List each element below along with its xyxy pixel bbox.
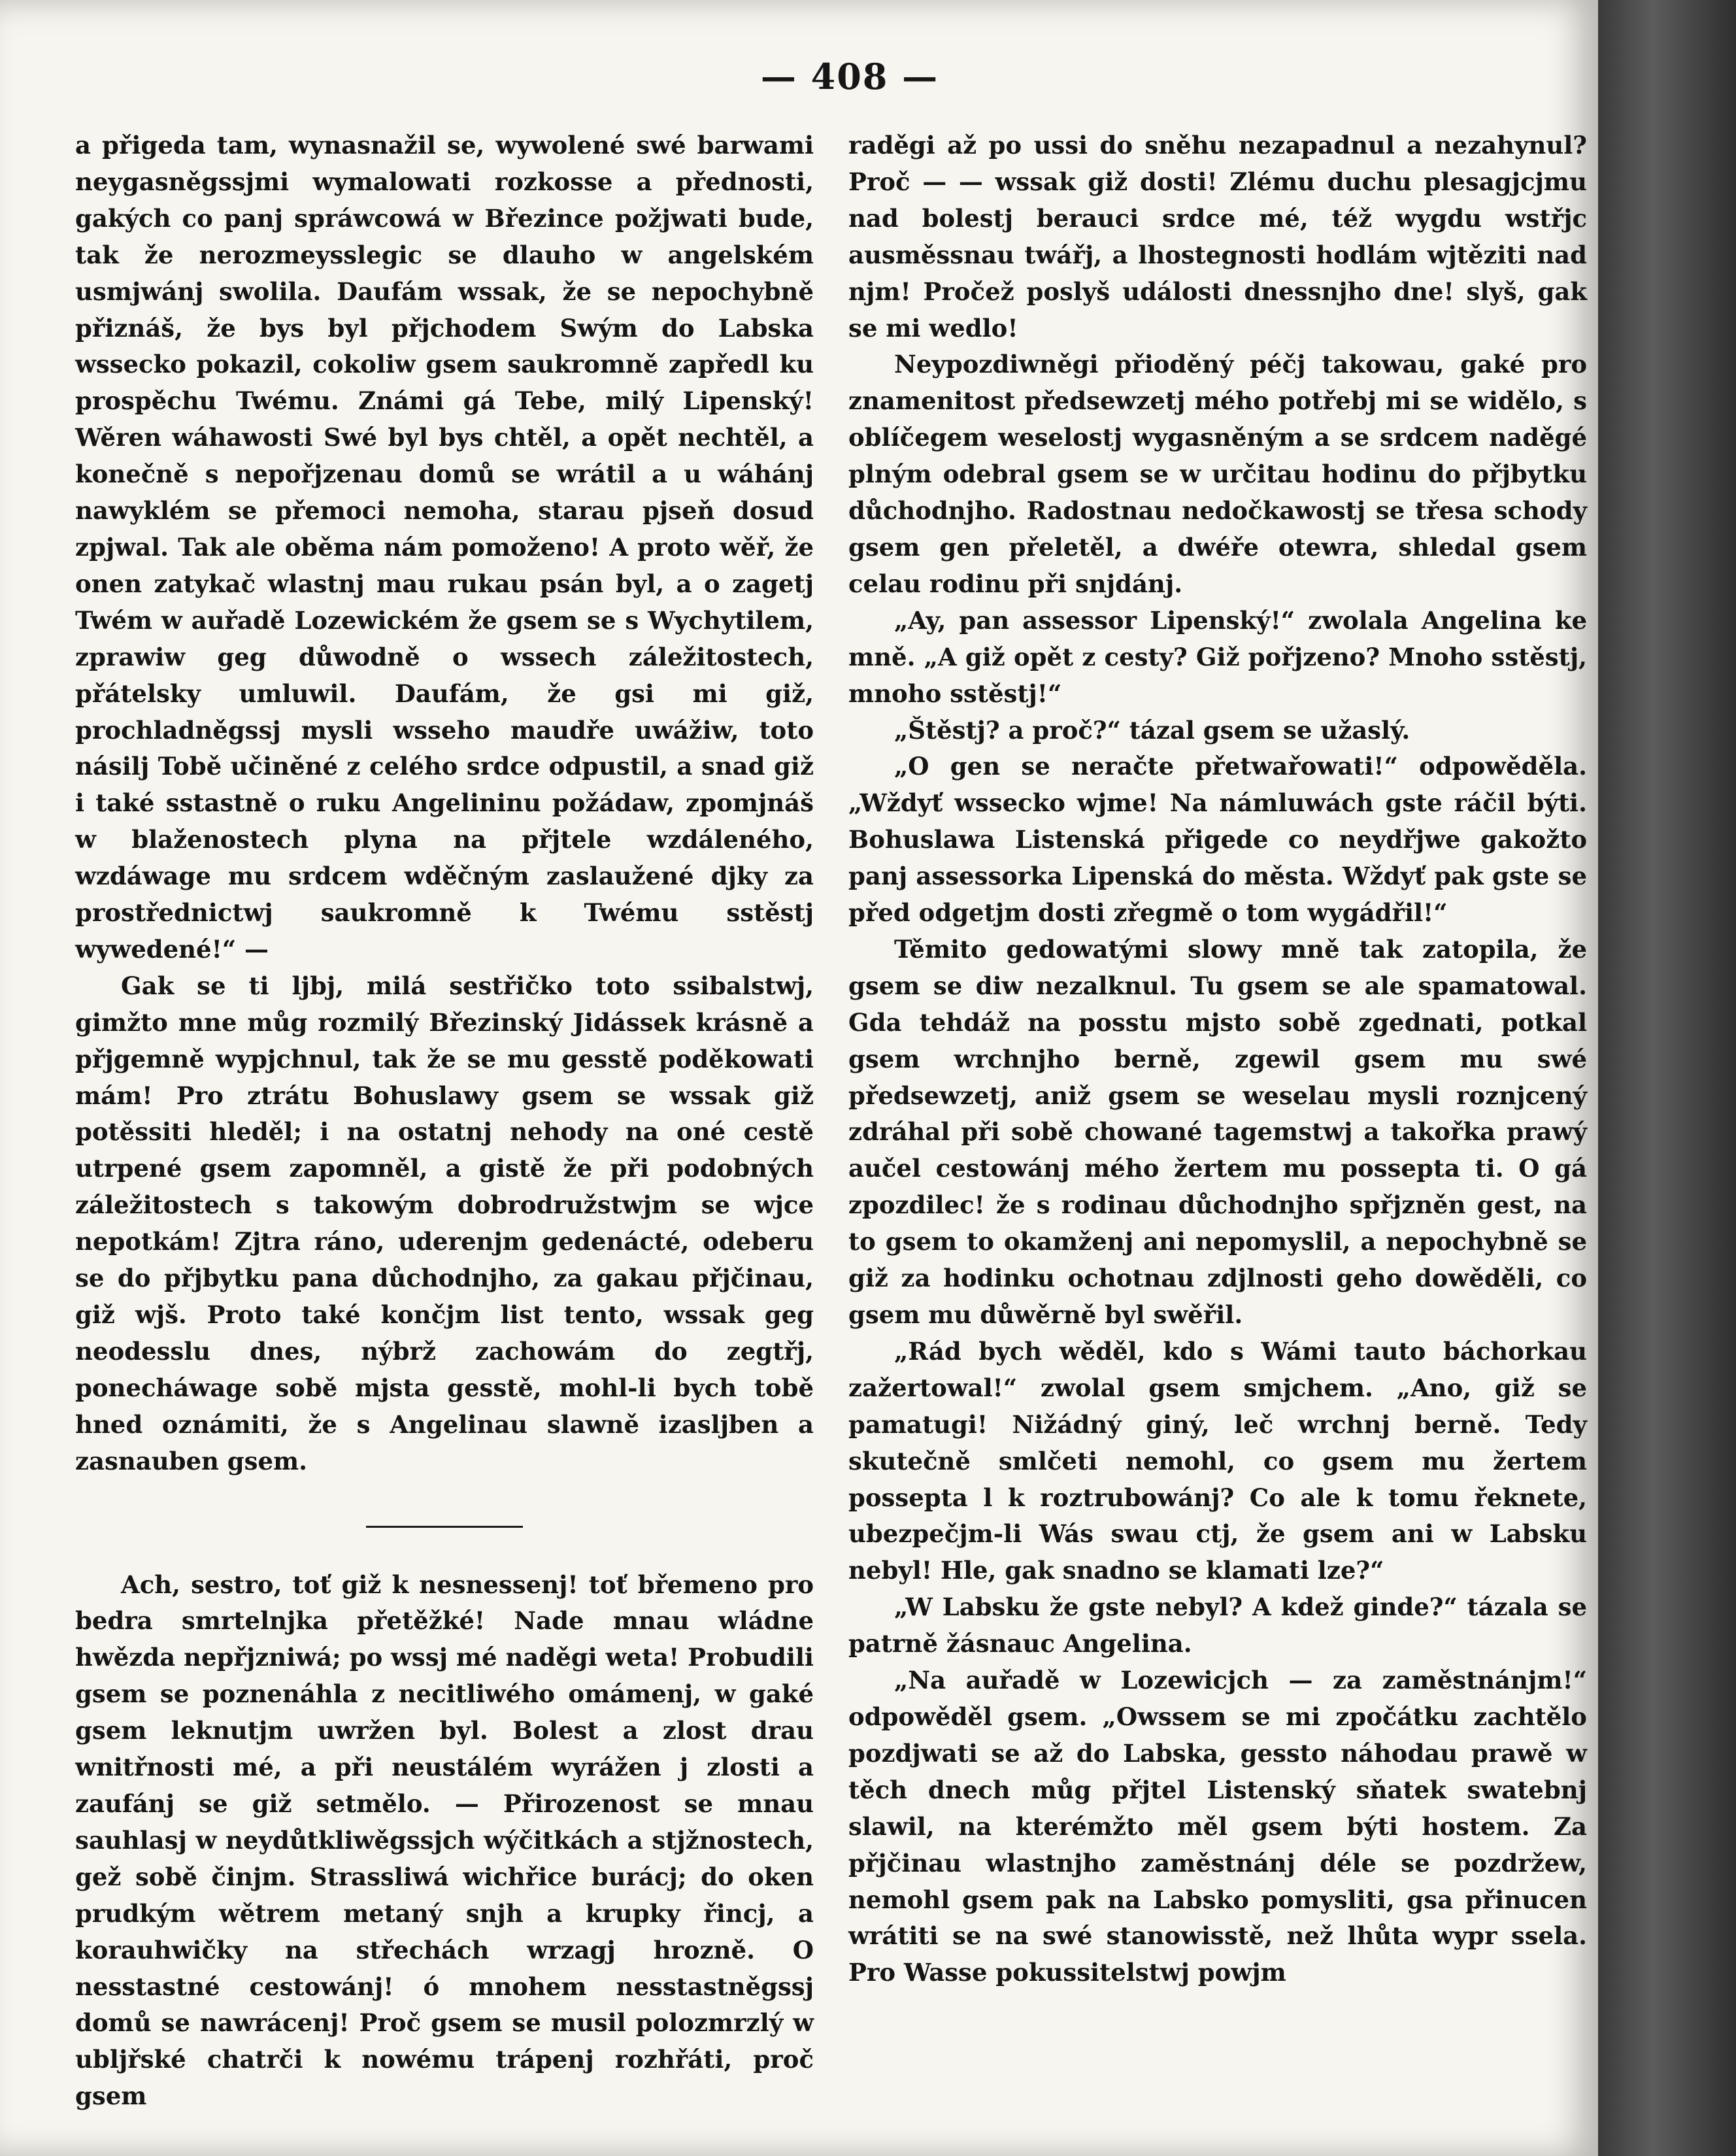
paragraph: Neypozdiwněgi přioděný péčj takowau, gaké pro znamenitost předsewzetj mého potřebj mi se widělo, s oblíčegem weselostj wygasněným a se srdcem naděgé plným odebral gsem se w určitau hodinu do přjbytku důchodnjho. Radostnau nedočkawostj se třesa schody gsem gen přeletěl, a dwéře otewra, shledal gsem celau rodinu při snjdánj.: [848, 350, 1587, 598]
paragraph: raděgi až po ussi do sněhu nezapadnul a nezahynul? Proč — — wssak giž dosti! Zlému duchu plesagjcjmu nad bolestj berauci srdce mé, též wygdu wstřjc ausměssnau twářj, a lhostegnosti hodlám wjtěziti nad njm! Pročež poslyš události dnessnjho dne! slyš, gak se mi wedlo!: [848, 131, 1587, 343]
paragraph: Gak se ti ljbj, milá sestřičko toto ssibalstwj, gimžto mne můg rozmilý Březinský Jidássek krásně a přjgemně wypjchnul, tak že se mu gesstě poděkowati mám! Pro ztrátu Bohuslawy gsem se wssak giž potěssiti hleděl; i na ostatnj nehody na oné cestě utrpené gsem zapomněl, a gistě že při podobných záležitostech s takowým dobrodružstwjm se wjce nepotkám! Zjtra ráno, uderenjm gedenácté, odeberu se do přjbytku pana důchodnjho, za gakau přjčinau, giž wjš. Proto také končjm list tento, wssak geg neodesslu dnes, nýbrž zachowám do zegtřj, ponecháwage sobě mjsta gesstě, mohl-li bych tobě hned oznámiti, že s Angelinau slawně izasljben a zasnauben gsem.: [75, 971, 814, 1475]
paragraph: Ach, sestro, toť giž k nesnessenj! toť břemeno pro bedra smrtelnjka přetěžké! Nade mnau wládne hwězda nepřjzniwá; po wssj mé naděgi weta! Probudili gsem se poznenáhla z necitliwého omámenj, w gaké gsem leknutjm uwržen byl. Bolest a zlost drau wnitřnosti mé, a při neustálém wyrážen j zlosti a zaufánj se giž setmělo. — Přirozenost se mnau sauhlasj w neydůtkliwěgssjch wýčitkách a stjžnostech, gež sobě činjm. Strassliwá wichřice burácj; do oken prudkým wětrem metaný snjh a krupky řincj, a korauhwičky na střechách wrzagj hrozně. O nesstastné cestowánj! ó mnohem nesstastněgssj domů se nawrácenj! Proč gsem se musil polozmrzlý w ubljřské chatrči k nowému trápenj rozhřáti, proč gsem: [75, 1570, 814, 2111]
paragraph: „Na auřadě w Lozewicjch — za zaměstnánjm!“ odpowěděl gsem. „Owssem se mi zpočátku zachtělo pozdjwati se až do Labska, gessto náhodau prawě w těch dnech můg přjtel Listenský sňatek swatebnj slawil, na kterémžto měl gsem býti hostem. Za přjčinau wlastnjho zaměstnánj déle se pozdržew, nemohl gsem pak na Labsko pomysliti, gsa přinucen wrátiti se na swé stanowisstě, než lhůta wypr ssela. Pro Wasse pokussitelstwj powjm: [848, 1666, 1587, 1987]
paragraph: „W Labsku že gste nebyl? A kdež ginde?“ tázala se patrně žásnauc Angelina.: [848, 1592, 1587, 1659]
paragraph: Těmito gedowatými slowy mně tak zatopila, že gsem se diw nezalknul. Tu gsem se ale spamatowal. Gda tehdáž na posstu mjsto sobě zgednati, potkal gsem wrchnjho berně, zgewil gsem mu swé předsewzetj, aniž gsem se weselau mysli roznjcený zdráhal při sobě chowané tagemstwj a takořka prawý aučel cestowánj mého žertem mu possepta ti. O gá zpozdilec! že s rodinau důchodnjho spřjzněn gest, na to gsem to okamženj ani nepomyslil, a nepochybně se giž za hodinku ochotnau zdjlnosti geho dowěděli, co gsem mu důwěrně byl swěřil.: [848, 934, 1587, 1329]
page-number: — 408 —: [760, 56, 939, 97]
paragraph: „Rád bych wěděl, kdo s Wámi tauto báchorkau zažertowal!“ zwolal gsem smjchem. „Ano, giž se pamatugi! Nižádný giný, leč wrchnj berně. Tedy skutečně smlčeti nemohl, co gsem mu žertem possepta l k roztrubowánj? Co ale k tomu řeknete, ubezpečjm-li Wás swau ctj, že gsem ani w Labsku nebyl! Hle, gak snadno se klamati lze?“: [848, 1336, 1587, 1585]
right-column: [848, 127, 1587, 1991]
paragraph: „O gen se neračte přetwařowati!“ odpowěděla. „Wždyť wssecko wjme! Na námluwách gste ráčil býti. Bohuslawa Listenská přigede co neydřjwe gakožto panj assessorka Lipenská do města. Wždyť pak gste se před odgetjm dosti zřegmě o tom wygádřil!“: [848, 752, 1587, 928]
paragraph: „Ay, pan assessor Lipenský!“ zwolala Angelina ke mně. „A giž opět z cesty? Giž pořjzeno? Mnoho sstěstj, mnoho sstěstj!“: [848, 605, 1587, 708]
page-edge-shadow: [1598, 0, 1736, 2156]
paragraph: „Štěstj? a proč?“ tázal gsem se užaslý.: [894, 715, 1410, 745]
paragraph: a přigeda tam, wynasnažil se, wywolené swé barwami neygasněgssjmi wymalowati rozkosse a přednosti, gakých co panj spráwcowá w Březince požjwati bude, tak že nerozmeysslegic se dlauho w angelském usmjwánj swolila. Daufám wssak, že se nepochybně přiznáš, že bys byl přjchodem Swým do Labska wssecko pokazil, cokoliw gsem saukromně zapředl ku prospěchu Twému. Známi gá Tebe, milý Lipenský! Wěren wáhawosti Swé byl bys chtěl, a opět nechtěl, a konečně s nepořjzenau domů se wrátil a u wáhánj nawyklém se přemoci nemoha, starau pjseň dosud zpjwal. Tak ale oběma nám pomoženo! A proto wěř, že onen zatykač wlastnj mau rukau psán byl, a o zagetj Twém w auřadě Lozewickém že gsem se s Wychytilem, zprawiw geg důwodně o wssech záležitostech, přátelsky umluwil. Daufám, že gsi mi giž, prochladněgssj mysli wsseho maudře uwážiw, toto násilj Tobě učiněné z celého srdce odpustil, a snad giž i také sstastně o ruku Angelininu požádaw, zpomjnáš w blaženostech plyna na přjtele wzdáleného, wzdáwage mu srdcem wděčným zaslaužené djky za prostřednictwj saukromně k Twému sstěstj wywedené!“ —: [75, 131, 814, 964]
left-column: [75, 127, 814, 2115]
section-divider: [366, 1526, 523, 1528]
